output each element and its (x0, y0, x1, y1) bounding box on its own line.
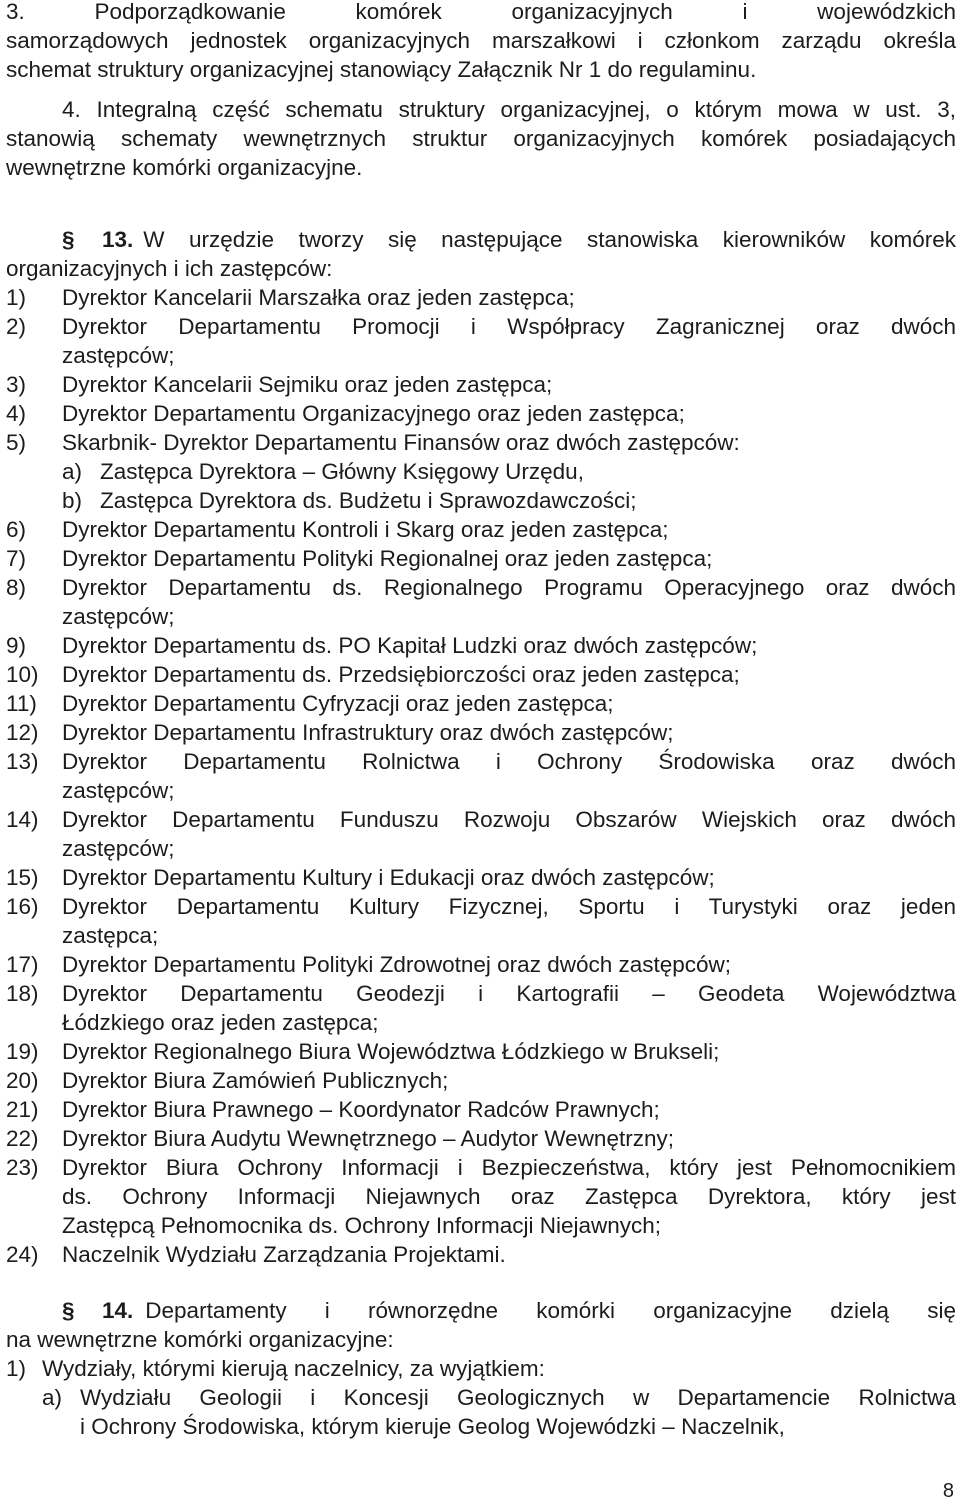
list-item (6, 660, 956, 689)
paragraph-4-line-3: wewnętrzne komórki organizacyjne. (6, 155, 363, 180)
list-item-continuation: zastępca; (62, 923, 159, 948)
list-item (6, 631, 956, 660)
section-14-item-1 (6, 1354, 956, 1383)
list-number: 7) (6, 546, 27, 571)
list-text: Dyrektor Departamentu Organizacyjnego oraz jeden zastępca; (62, 401, 685, 426)
list-item-continuation: Zastępcą Pełnomocnika ds. Ochrony Informacji Niejawnych; (62, 1213, 662, 1238)
section-number: 14. (102, 1298, 134, 1323)
list-text: Dyrektor Departamentu ds. Przedsiębiorczości oraz jeden zastępca; (62, 662, 740, 687)
section-14-intro-line-1: Departamenty i równorzędne komórki organizacyjne dzielą się (145, 1298, 956, 1323)
list-text: Dyrektor Departamentu Promocji i Współpracy Zagranicznej oraz dwóch (62, 314, 956, 339)
list-text: Zastępca Dyrektora ds. Budżetu i Sprawozdawczości; (100, 488, 637, 513)
paragraph-3-line-1: 3. Podporządkowanie komórek organizacyjnych i wojewódzkich (6, 0, 956, 24)
list-number: 6) (6, 517, 27, 542)
list-item (6, 950, 956, 979)
section-14-item-a-line-2: i Ochrony Środowiska, którym kieruje Geolog Wojewódzki – Naczelnik, (80, 1414, 785, 1439)
list-number: 13) (6, 749, 39, 774)
list-item (6, 573, 956, 602)
list-item (6, 544, 956, 573)
list-text: Naczelnik Wydziału Zarządzania Projektami. (62, 1242, 506, 1267)
section-14-item-a (42, 1383, 956, 1412)
list-number: 17) (6, 952, 39, 977)
list-item-continuation: zastępców; (62, 604, 175, 629)
list-text: Skarbnik- Dyrektor Departamentu Finansów oraz dwóch zastępców: (62, 430, 740, 455)
section-14-heading (62, 1296, 956, 1325)
list-letter: b) (62, 488, 83, 513)
paragraph-3-line-2: samorządowych jednostek organizacyjnych marszałkowi i członkom zarządu określa (6, 28, 956, 53)
list-text: Wydziały, którymi kierują naczelnicy, za wyjątkiem: (42, 1356, 545, 1381)
section-number: 13. (102, 227, 134, 252)
list-number: 11) (6, 691, 37, 716)
list-text: Dyrektor Departamentu Geodezji i Kartografii – Geodeta Województwa (62, 981, 956, 1006)
list-text: Zastępca Dyrektora – Główny Księgowy Urzędu, (100, 459, 584, 484)
list-item (6, 1240, 956, 1269)
list-item (6, 370, 956, 399)
list-text: Dyrektor Departamentu Infrastruktury oraz dwóch zastępców; (62, 720, 674, 745)
list-number: 18) (6, 981, 39, 1006)
list-item (6, 689, 956, 718)
list-text: Dyrektor Departamentu Cyfryzacji oraz jeden zastępca; (62, 691, 614, 716)
list-item-continuation: zastępców; (62, 778, 175, 803)
list-text: Dyrektor Departamentu Funduszu Rozwoju Obszarów Wiejskich oraz dwóch (62, 807, 956, 832)
list-number: 1) (6, 1356, 27, 1381)
list-item (6, 1095, 956, 1124)
paragraph-4-line-1: 4. Integralną część schematu struktury organizacyjnej, o którym mowa w ust. 3, (62, 97, 956, 122)
list-text: Dyrektor Biura Zamówień Publicznych; (62, 1068, 449, 1093)
list-item (6, 1066, 956, 1095)
list-number: 21) (6, 1097, 39, 1122)
list-item-continuation: ds. Ochrony Informacji Niejawnych oraz Zastępca Dyrektora, który jest (62, 1184, 956, 1209)
list-text: Dyrektor Biura Ochrony Informacji i Bezpieczeństwa, który jest Pełnomocnikiem (62, 1155, 956, 1180)
list-number: 23) (6, 1155, 39, 1180)
list-number: 5) (6, 430, 27, 455)
list-item (6, 312, 956, 341)
list-number: 9) (6, 633, 27, 658)
list-number: 16) (6, 894, 39, 919)
list-text: Dyrektor Departamentu Kultury i Edukacji oraz dwóch zastępców; (62, 865, 715, 890)
list-text: Dyrektor Departamentu Kontroli i Skarg oraz jeden zastępca; (62, 517, 669, 542)
list-text: Dyrektor Kancelarii Sejmiku oraz jeden zastępca; (62, 372, 553, 397)
list-number: 15) (6, 865, 39, 890)
section-13-intro-line-1: W urzędzie tworzy się następujące stanowiska kierowników komórek (143, 227, 956, 252)
list-item (6, 979, 956, 1008)
list-item (6, 892, 956, 921)
list-subitem (62, 457, 956, 486)
list-number: 20) (6, 1068, 39, 1093)
list-item-continuation: zastępców; (62, 343, 175, 368)
list-item (6, 718, 956, 747)
paragraph-4-line-2: stanowią schematy wewnętrznych struktur organizacyjnych komórek posiadających (6, 126, 956, 151)
list-text: Dyrektor Kancelarii Marszałka oraz jeden zastępca; (62, 285, 575, 310)
list-text: Dyrektor Departamentu ds. Regionalnego Programu Operacyjnego oraz dwóch (62, 575, 956, 600)
list-number: 3) (6, 372, 27, 397)
list-item (6, 283, 956, 312)
list-item (6, 399, 956, 428)
list-number: 4) (6, 401, 27, 426)
list-item (6, 1153, 956, 1182)
list-number: 24) (6, 1242, 39, 1267)
section-13-heading (62, 225, 956, 254)
list-text: Wydziału Geologii i Koncesji Geologicznych w Departamencie Rolnictwa (80, 1385, 956, 1410)
list-text: Dyrektor Departamentu Polityki Regionalnej oraz jeden zastępca; (62, 546, 713, 571)
list-number: 14) (6, 807, 39, 832)
list-item (6, 863, 956, 892)
list-letter: a) (42, 1385, 63, 1410)
list-item (6, 515, 956, 544)
list-item-continuation: Łódzkiego oraz jeden zastępca; (62, 1010, 379, 1035)
section-symbol: § (62, 1298, 75, 1323)
paragraph-3-line-3: schemat struktury organizacyjnej stanowiący Załącznik Nr 1 do regulaminu. (6, 57, 757, 82)
page-number: 8 (942, 1480, 954, 1502)
list-number: 19) (6, 1039, 39, 1064)
list-number: 22) (6, 1126, 39, 1151)
section-14-intro-line-2: na wewnętrzne komórki organizacyjne: (6, 1327, 394, 1352)
list-text: Dyrektor Regionalnego Biura Województwa Łódzkiego w Brukseli; (62, 1039, 720, 1064)
list-number: 8) (6, 575, 27, 600)
list-subitem (62, 486, 956, 515)
list-text: Dyrektor Departamentu Kultury Fizycznej, Sportu i Turystyki oraz jeden (62, 894, 956, 919)
list-item-continuation: zastępców; (62, 836, 175, 861)
list-number: 2) (6, 314, 27, 339)
list-item (6, 747, 956, 776)
list-number: 10) (6, 662, 39, 687)
list-text: Dyrektor Departamentu Rolnictwa i Ochrony Środowiska oraz dwóch (62, 749, 956, 774)
list-number: 12) (6, 720, 39, 745)
list-item (6, 1124, 956, 1153)
list-text: Dyrektor Departamentu ds. PO Kapitał Ludzki oraz dwóch zastępców; (62, 633, 758, 658)
list-item (6, 428, 956, 457)
list-letter: a) (62, 459, 83, 484)
section-13-intro-line-2: organizacyjnych i ich zastępców: (6, 256, 333, 281)
section-symbol: § (62, 227, 75, 252)
list-number: 1) (6, 285, 27, 310)
list-item (6, 805, 956, 834)
list-text: Dyrektor Biura Prawnego – Koordynator Radców Prawnych; (62, 1097, 660, 1122)
list-text: Dyrektor Departamentu Polityki Zdrowotnej oraz dwóch zastępców; (62, 952, 732, 977)
list-text: Dyrektor Biura Audytu Wewnętrznego – Audytor Wewnętrzny; (62, 1126, 674, 1151)
list-item (6, 1037, 956, 1066)
